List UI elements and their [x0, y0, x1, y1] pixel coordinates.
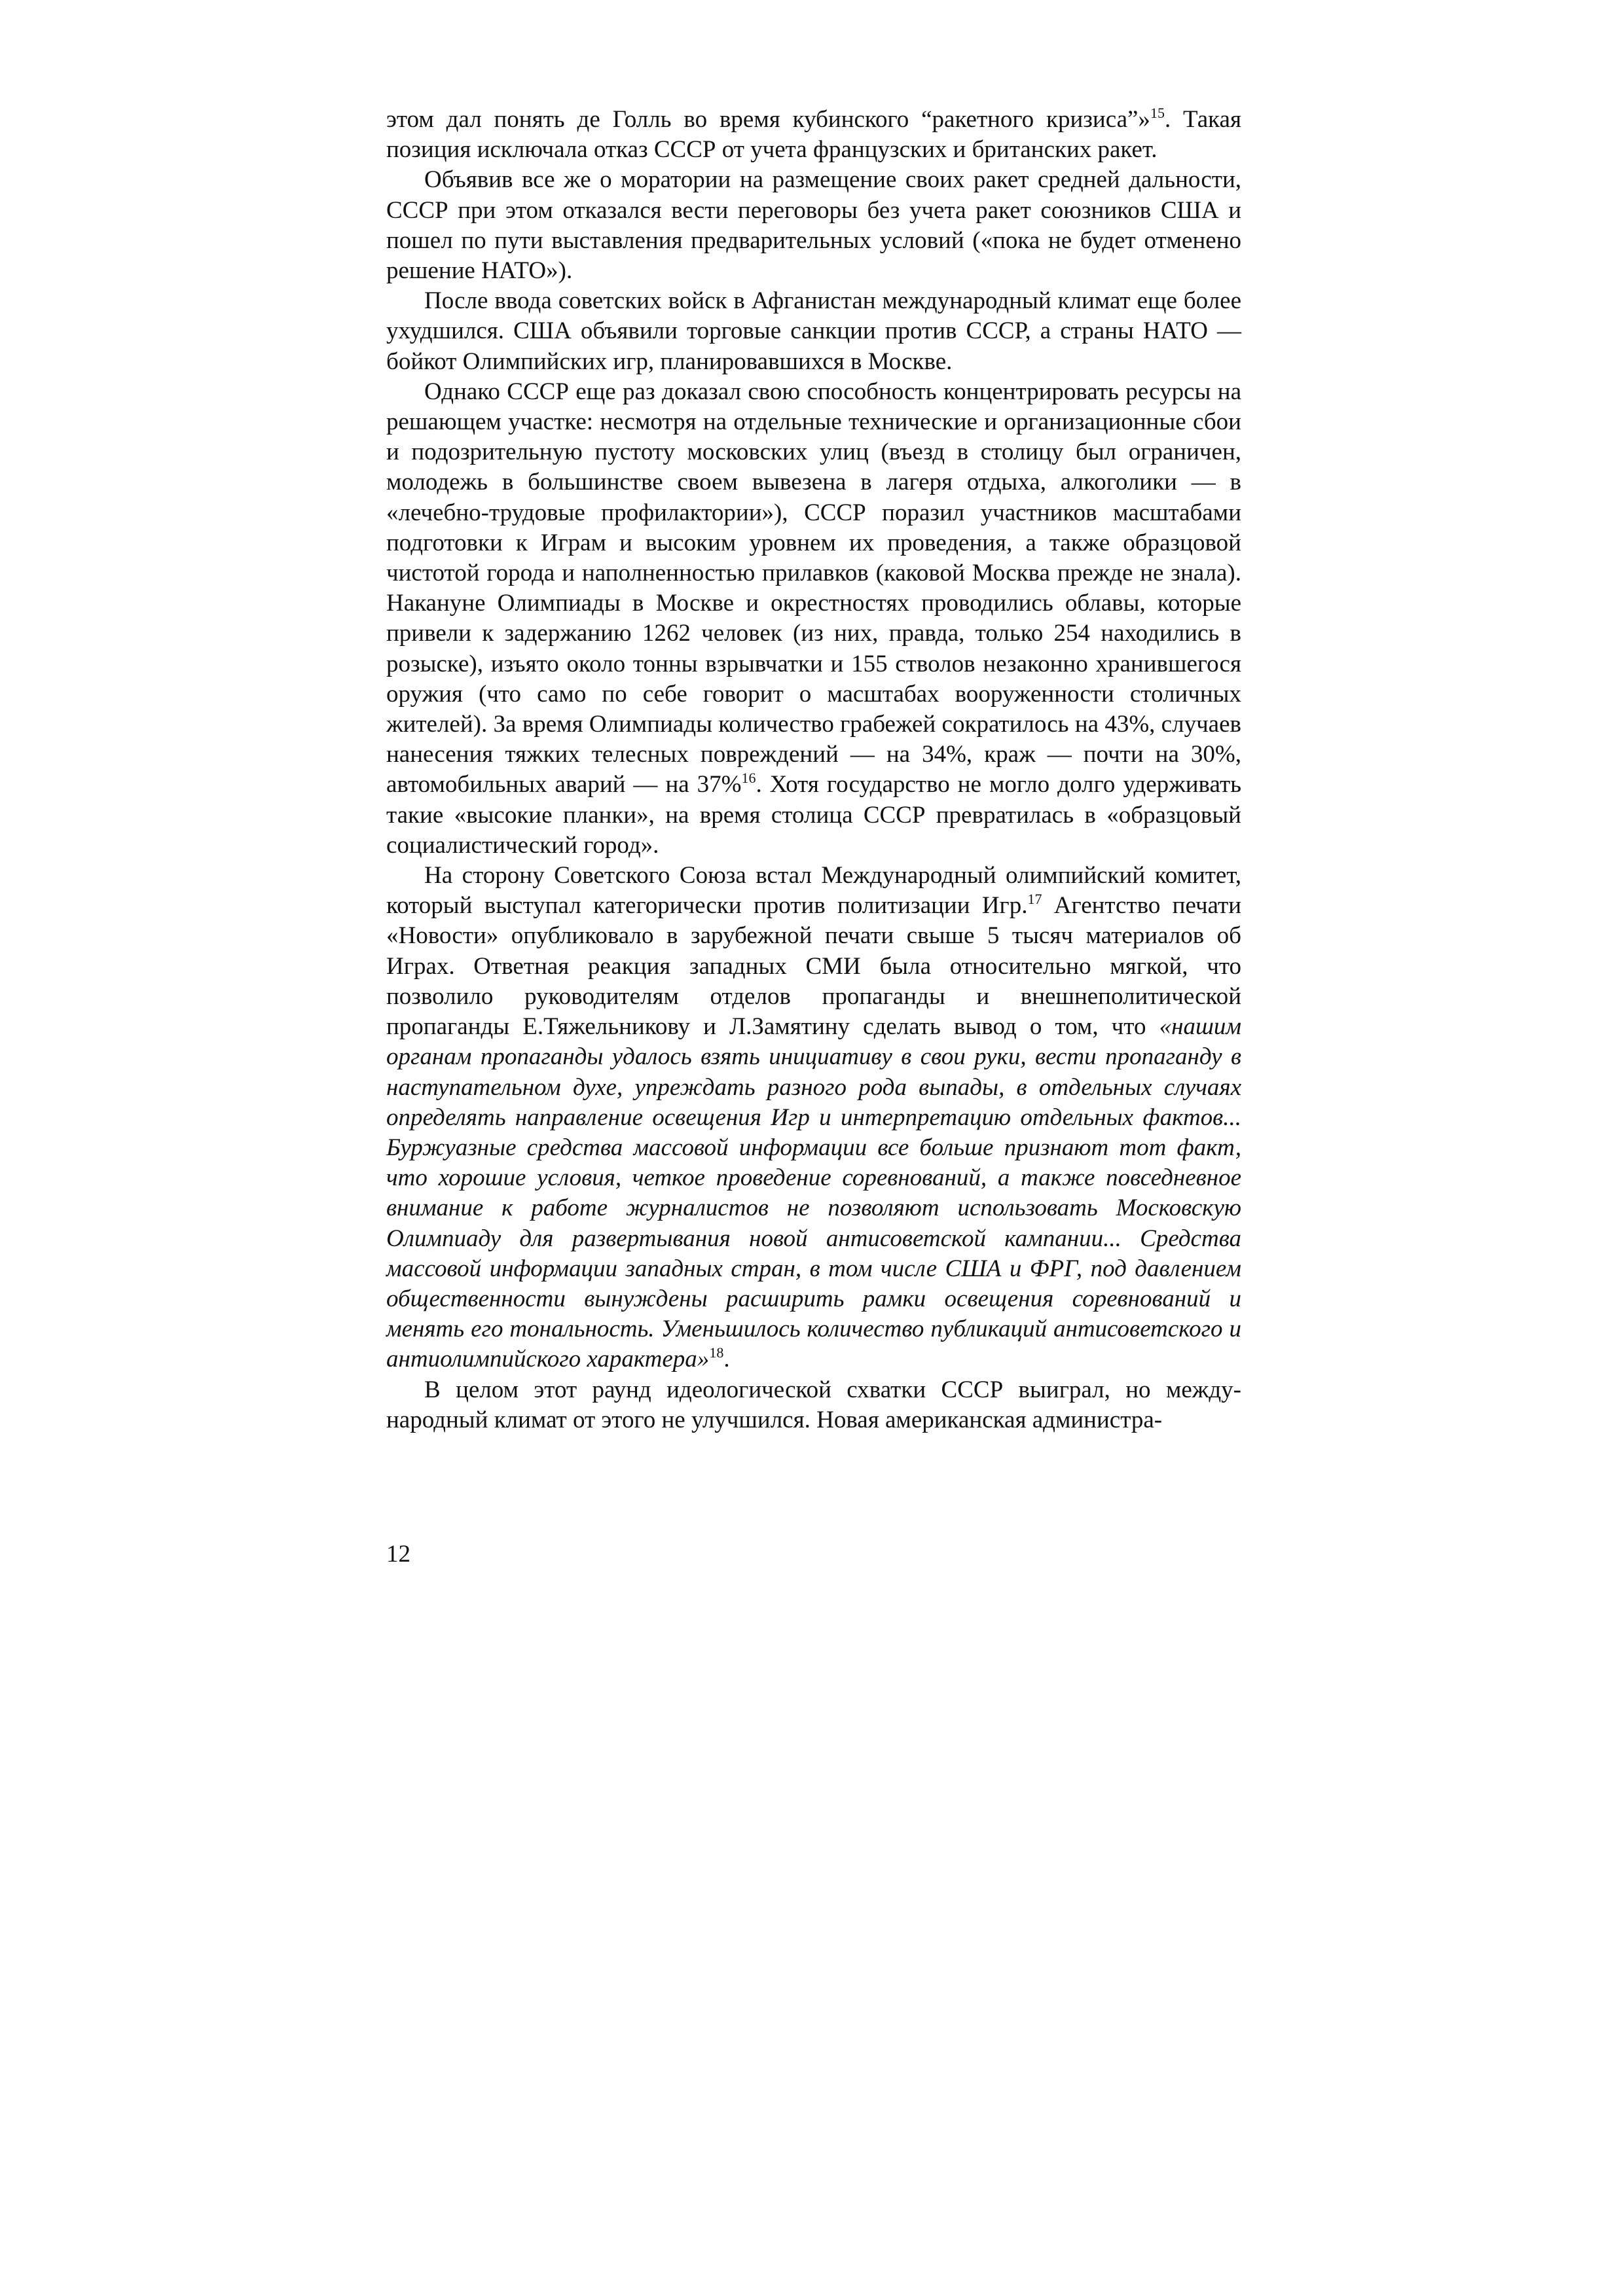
paragraph [386, 377, 1241, 861]
paragraph [386, 105, 1241, 165]
footnote-marker: 15 [1150, 105, 1165, 121]
page-number: 12 [386, 1541, 410, 1568]
paragraph-text: . Хотя государство не могло долго удерживать такие «высокие планки», на время столица СССР превратилась в «образцовый социалистический город». [386, 771, 1241, 859]
paragraph-text: На сторону Советского Союза встал Международный олимпийский комитет, который выступал категорически против политизации Игр. [386, 862, 1241, 920]
paragraph [386, 165, 1241, 286]
quoted-text: «нашим органам пропаганды удалось взять инициативу в свои руки, вести пропаганду в наступательном духе, упреждать разного рода выпады, в отдельных случаях определять направление освещения Игр и интерпретацию отдельных фактов... Буржуазные средства массовой информации все больше признают тот факт, что хорошие условия, четкое проведение соревнований, а также повседневное внимание к работе журналистов не позволяют использовать Московскую Олимпиаду для развертывания новой антисоветской кампании... Средства массовой информации западных стран, в том числе США и ФРГ, под давлением общественности вынуждены расширить рамки освещения соревнований и менять его тональность. Уменьшилось количество публикаций антисоветского и антиолимпийского характера» [386, 1013, 1241, 1373]
paragraph [386, 286, 1241, 377]
paragraph-text: . Такая позиция исключала отказ СССР от учета французских и британских ракет. [386, 106, 1241, 164]
paragraph-text: этом дал понять де Голль во время кубинского “ракетного кризиса”» [386, 106, 1150, 133]
paragraph-text: В целом этот раунд идеологической схватки СССР выиграл, но международный климат от этого не улучшился. Новая американская администра- [386, 1376, 1241, 1433]
paragraph-text: Однако СССР еще раз доказал свою способность концентрировать ресурсы на решающем участке: несмотря на отдельные технические и организационные сбои и подозрительную пустоту московских улиц (въезд в столицу был ограничен, молодежь в большинстве своем вывезена в лагеря отдыха, алкоголики — в «лечебно-трудовые профилактории»), СССР поразил участников масштабами подготовки к Играм и высоким уровнем их проведения, а также образцовой чистотой города и наполненностью прилавков (каковой Москва прежде не знала). Накануне Олимпиады в Москве и окрестностях проводились облавы, которые привели к задержанию 1262 человек (из них, правда, только 254 находились в розыске), изъято около тонны взрывчатки и 155 стволов незаконно хранившегося оружия (что само по себе говорит о масштабах вооруженности столичных жителей). За время Олимпиады количество грабежей сократилось на 43%, случаев нанесения тяжких телесных повреждений — на 34%, краж — почти на 30%, автомобильных аварий — на 37% [386, 378, 1241, 798]
footnote-marker: 17 [1027, 891, 1042, 908]
paragraph-text: Агентство печати «Новости» опубликовало в зарубежной печати свыше 5 тысяч материалов об Играх. Ответная реакция западных СМИ была относительно мягкой, что позволило руководителям отделов пропаганды и внешнеполитической пропаганды Е.Тяжельникову и Л.Замятину сделать вывод о том, что [386, 892, 1241, 1041]
footnote-marker: 18 [709, 1344, 724, 1361]
paragraph-text: Объявив все же о моратории на размещение своих ракет средней дальности, СССР при этом отказался вести переговоры без учета ракет союзников США и пошел по пути выставления предварительных условий («пока не будет отменено решение НАТО»). [386, 166, 1241, 285]
paragraph [386, 1375, 1241, 1435]
body-text [386, 105, 1241, 1435]
paragraph-text: . [723, 1346, 730, 1373]
paragraph [386, 861, 1241, 1374]
footnote-marker: 16 [741, 770, 756, 787]
paragraph-text: После ввода советских войск в Афганистан международный климат еще более ухудшился. США объявили торговые санкции против СССР, а страны НАТО — бойкот Олимпийских игр, планировавшихся в Москве. [386, 287, 1241, 375]
